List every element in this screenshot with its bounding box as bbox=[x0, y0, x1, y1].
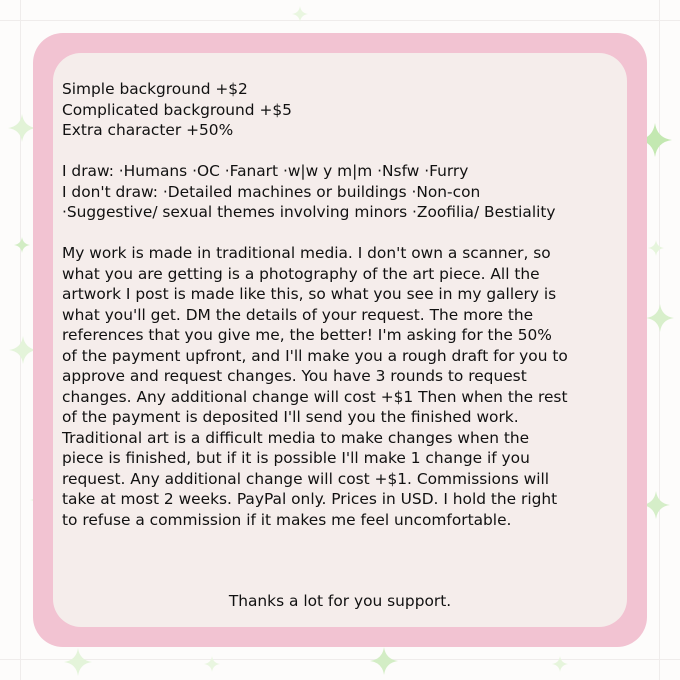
terms-line: of the payment is deposited I'll send you the finished work. bbox=[62, 408, 519, 426]
grid-line bbox=[659, 0, 660, 680]
grid-line bbox=[0, 659, 680, 660]
terms-line: piece is finished, but if it is possible I'll make 1 change if you bbox=[62, 449, 530, 467]
draw-policy-section bbox=[62, 161, 627, 223]
draw-policy-line: I draw: ·Humans ·OC ·Fanart ·w|w y m|m ·Nsfw ·Furry bbox=[62, 162, 469, 180]
pricing-line: Complicated background +$5 bbox=[62, 100, 292, 119]
draw-policy-line: I don't draw: ·Detailed machines or buildings ·Non-con bbox=[62, 182, 481, 201]
terms-line: My work is made in traditional media. I don't own a scanner, so bbox=[62, 244, 551, 262]
terms-line: what you are getting is a photography of the art piece. All the bbox=[62, 264, 540, 283]
terms-line: changes. Any additional change will cost +$1 Then when the rest bbox=[62, 387, 568, 406]
sparkle-icon bbox=[552, 656, 568, 672]
terms-line: request. Any additional change will cost +$1. Commissions will bbox=[62, 469, 550, 488]
grid-line bbox=[0, 20, 680, 21]
sparkle-icon bbox=[370, 647, 398, 675]
terms-line: Traditional art is a difficult media to make changes when the bbox=[62, 428, 530, 447]
draw-policy-line: ·Suggestive/ sexual themes involving minors ·Zoofilia/ Bestiality bbox=[62, 203, 556, 221]
terms-line: approve and request changes. You have 3 rounds to request bbox=[62, 367, 527, 385]
pricing-section bbox=[62, 79, 627, 141]
terms-line: references that you give me, the better! I'm asking for the 50% bbox=[62, 326, 552, 344]
sparkle-icon bbox=[8, 114, 36, 142]
sparkle-icon bbox=[648, 240, 664, 256]
terms-line: take at most 2 weeks. PayPal only. Prices in USD. I hold the right bbox=[62, 490, 558, 508]
pricing-line: Simple background +$2 bbox=[62, 80, 248, 98]
terms-line: of the payment upfront, and I'll make you a rough draft for you to bbox=[62, 346, 568, 365]
terms-line: artwork I post is made like this, so what you see in my gallery is bbox=[62, 285, 557, 303]
sparkle-icon bbox=[14, 237, 30, 253]
closing-message: Thanks a lot for you support. bbox=[228, 592, 452, 610]
terms-line: what you'll get. DM the details of your request. The more the bbox=[62, 305, 534, 324]
terms-section bbox=[62, 243, 627, 530]
sparkle-icon bbox=[292, 6, 308, 22]
terms-line: to refuse a commission if it makes me feel uncomfortable. bbox=[62, 510, 512, 529]
pricing-line: Extra character +50% bbox=[62, 121, 234, 139]
sparkle-icon bbox=[204, 656, 220, 672]
sparkle-icon bbox=[64, 648, 92, 676]
info-card bbox=[53, 53, 627, 627]
sparkle-icon bbox=[646, 304, 674, 332]
